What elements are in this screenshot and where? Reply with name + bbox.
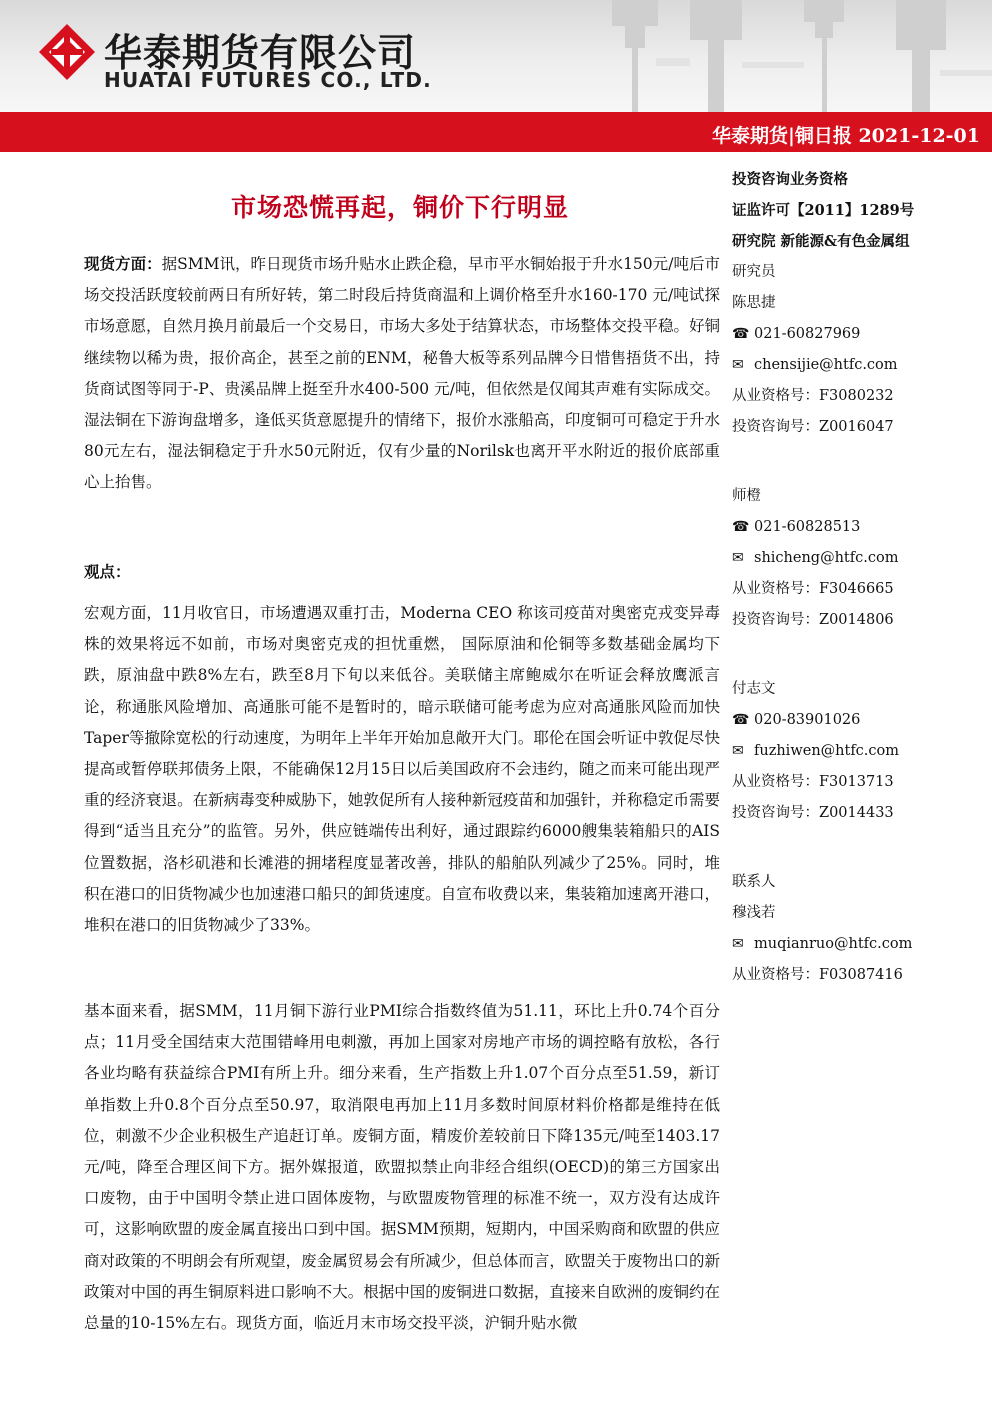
- company-name-cn: 华泰期货有限公司: [104, 31, 417, 75]
- analyst-email[interactable]: ✉ chensijie@htfc.com: [732, 350, 982, 381]
- view-section: [84, 556, 720, 587]
- page-header: [0, 0, 992, 112]
- analyst-phone: ☎ 021-60827969: [732, 319, 982, 350]
- analyst-cert: 从业资格号：F3080232: [732, 388, 894, 404]
- license-line: 证监许可【2011】1289号: [732, 202, 915, 219]
- macro-paragraph: 宏观方面，11月收官日，市场遭遇双重打击，Moderna CEO 称该司疫苗对奥密克戎变异毒株的效果将远不如前，市场对奥密克戎的担忧重燃， 国际原油和伦铜等多数基础金属均下跌，原油盘中跌8%左右，跌至8月下旬以来低谷。美联储主席鲍威尔在听证会释放鹰派言论，称通胀风险增加、高通胀可能不是暂时的，暗示联储可能考虑为应对高通胀风险而加快Taper等撤除宽松的行动速度，为明年上半年开始加息敞开大门。耶伦在国会听证中敦促尽快提高或暂停联邦债务上限，不能确保12月15日以后美国政府不会违约，随之而来可能出现严重的经济衰退。在新病毒变种威胁下，她敦促所有人接种新冠疫苗和加强针，并称稳定币需要得到“适当且充分”的监管。另外，供应链端传出利好，通过跟踪约6000艘集装箱船只的AIS位置数据，洛杉矶港和长滩港的拥堵程度显著改善，排队的船舶队列减少了25%。同时，堆积在港口的旧货物减少也加速港口船只的卸货速度。自宣布收费以来，集装箱加速离开港口，堆积在港口的旧货物减少了33%。: [84, 604, 720, 935]
- contact-name: 穆浅若: [732, 905, 776, 921]
- analyst-phone: ☎ 020-83901026: [732, 705, 982, 736]
- analyst-consult: 投资咨询号：Z0014433: [732, 805, 894, 821]
- analyst-cert: 从业资格号：F3046665: [732, 581, 894, 597]
- spot-paragraph: [84, 248, 720, 499]
- mail-icon: ✉: [732, 550, 744, 566]
- report-title: 市场恐慌再起，铜价下行明显: [230, 193, 569, 222]
- department-line: 研究院 新能源&有色金属组: [732, 233, 910, 250]
- mail-icon: ✉: [732, 936, 744, 952]
- fundamental-section: [84, 996, 720, 1339]
- contact-email[interactable]: ✉ muqianruo@htfc.com: [732, 929, 982, 960]
- company-logo-icon: [37, 22, 97, 82]
- sidebar: [732, 164, 982, 991]
- phone-icon: ☎: [732, 712, 750, 728]
- analyst-name: 师橙: [732, 488, 761, 504]
- report-banner: [0, 112, 992, 152]
- analyst-email[interactable]: ✉ fuzhiwen@htfc.com: [732, 736, 982, 767]
- analyst-cert: 从业资格号：F3013713: [732, 774, 894, 790]
- contact-role: 联系人: [732, 874, 776, 890]
- analyst-name: 付志文: [732, 681, 776, 697]
- analyst-consult: 投资咨询号：Z0014806: [732, 612, 894, 628]
- analyst-name: 陈思捷: [732, 295, 776, 311]
- spot-label: 现货方面：: [84, 254, 162, 273]
- phone-icon: ☎: [732, 519, 750, 535]
- report-tag: 华泰期货|铜日报 2021-12-01: [711, 125, 980, 147]
- mail-icon: ✉: [732, 357, 744, 373]
- spot-text: 据SMM讯，昨日现货市场升贴水止跌企稳，早市平水铜始报于升水150元/吨后市场交投活跃度较前两日有所好转，第二时段后持货商温和上调价格至升水160-170 元/吨试探市场意愿，自然月换月前最后一个交易日，市场大多处于结算状态，市场整体交投平稳。好铜继续物以稀为贵，报价高企，甚至之前的ENM，秘鲁大板等系列品牌今日惜售捂货不出，持货商试图等同于-P、贵溪品牌上挺至升水400-500 元/吨，但依然是仅闻其声难有实际成交。湿法铜在下游询盘增多，逢低买货意愿提升的情绪下，报价水涨船高，印度铜可可稳定于升水80元左右，湿法铜稳定于升水50元附近，仅有少量的Norilsk也离开平水附近的报价底部重心上抬售。: [84, 255, 720, 492]
- researcher-role: 研究员: [732, 264, 776, 280]
- company-name-en: HUATAI FUTURES CO., LTD.: [104, 68, 432, 92]
- contact-cert: 从业资格号：F03087416: [732, 967, 903, 983]
- qualification-line: 投资咨询业务资格: [732, 171, 848, 188]
- spot-section: [84, 248, 720, 499]
- mail-icon: ✉: [732, 743, 744, 759]
- phone-icon: ☎: [732, 326, 750, 342]
- view-label: 观点：: [84, 562, 131, 581]
- analyst-consult: 投资咨询号：Z0016047: [732, 419, 894, 435]
- macro-section: [84, 598, 720, 941]
- fundamental-paragraph: 基本面来看，据SMM，11月铜下游行业PMI综合指数终值为51.11，环比上升0.74个百分点；11月受全国结束大范围错峰用电刺激，再加上国家对房地产市场的调控略有放松，各行各业均略有获益综合PMI有所上升。细分来看，生产指数上升1.07个百分点至51.59，新订单指数上升0.8个百分点至50.97，取消限电再加上11月多数时间原材料价格都是维持在低位，刺激不少企业积极生产追赶订单。废铜方面，精废价差较前日下降135元/吨至1403.17元/吨，降至合理区间下方。据外媒报道，欧盟拟禁止向非经合组织(OECD)的第三方国家出口废物，由于中国明令禁止进口固体废物，与欧盟废物管理的标准不统一，双方没有达成许可，这影响欧盟的废金属直接出口到中国。据SMM预期，短期内，中国采购商和欧盟的供应商对政策的不明朗会有所观望，废金属贸易会有所减少，但总体而言，欧盟关于废物出口的新政策对中国的再生铜原料进口影响不大。根据中国的废铜进口数据，直接来自欧洲的废铜约在总量的10-15%左右。现货方面，临近月末市场交投平淡，沪铜升贴水微: [84, 1002, 720, 1333]
- analyst-email[interactable]: ✉ shicheng@htfc.com: [732, 543, 982, 574]
- analyst-phone: ☎ 021-60828513: [732, 512, 982, 543]
